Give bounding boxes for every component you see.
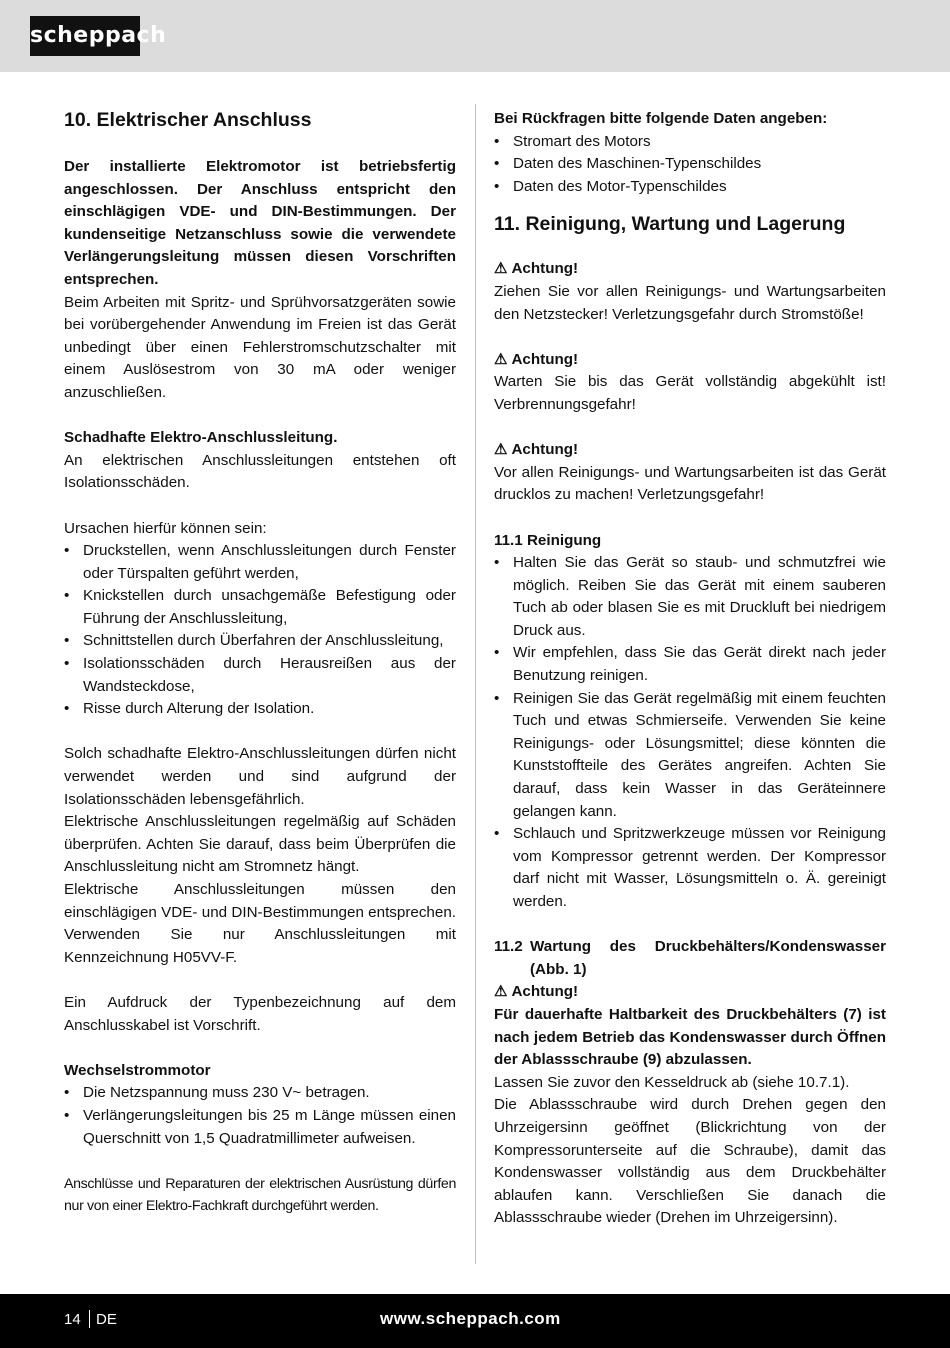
list-item: • Halten Sie das Gerät so staub- und schmutzfrei wie möglich. Reiben Sie das Gerät mit einem sauberen Tuch ab oder blasen Sie es mit Druckluft bei niedrigem Druck aus. — [494, 552, 886, 642]
list-item: • Die Netzspannung muss 230 V~ betragen. — [64, 1082, 456, 1105]
warning-2-text: Warten Sie bis das Gerät vollständig abgekühlt ist! Verbrennungsgefahr! — [494, 373, 886, 413]
warning-triangle-icon: ⚠ — [494, 350, 508, 368]
check-paragraph: Elektrische Anschlussleitungen regelmäßig auf Schäden überprüfen. Achten Sie darauf, dass beim Überprüfen die Anschlussleitung nicht am Stromnetz hängt. — [64, 813, 456, 876]
list-item: • Stromart des Motors — [494, 131, 886, 154]
warning-1-label: ⚠ Achtung! — [494, 258, 886, 281]
warning-3-text: Vor allen Reinigungs- und Wartungsarbeiten ist das Gerät drucklos zu machen! Verletzungsgefahr! — [494, 463, 886, 504]
left-column — [64, 108, 456, 1218]
section-11-title: 11. Reinigung, Wartung und Lagerung — [494, 213, 846, 236]
warning-triangle-icon: ⚠ — [494, 441, 508, 459]
intro-paragraph: Beim Arbeiten mit Spritz- und Sprühvorsatzgeräten sowie bei vorübergehender Anwendung im Freien ist das Gerät unbedingt über einen Fehlerstromschutzschalter mit einem Auslösestrom von 30 mA oder weniger anzuschließen. — [64, 293, 456, 401]
inquiry-list — [494, 131, 886, 199]
damaged-cable-heading: Schadhafte Elektro-Anschlussleitung. — [64, 429, 338, 447]
maintenance-number: 11.2 — [494, 938, 523, 956]
list-item: • Daten des Maschinen-Typenschildes — [494, 153, 886, 176]
ac-motor-list — [64, 1082, 456, 1150]
danger-paragraph: Solch schadhafte Elektro-Anschlussleitungen dürfen nicht verwendet werden und sind aufgrund der Isolationsschäden lebensgefährlich. — [64, 745, 456, 808]
website-url: www.scheppach.com — [380, 1309, 561, 1328]
ac-motor-heading: Wechselstrommotor — [64, 1061, 211, 1079]
warning-2-label: ⚠ Achtung! — [494, 349, 886, 372]
list-item: • Schlauch und Spritzwerkzeuge müssen vor Reinigung vom Kompressor getrennt werden. Der Kompressor darf nicht mit Wasser, Lösungsmitteln o. Ä. gereinigt werden. — [494, 823, 886, 913]
damaged-cable-text: An elektrischen Anschlussleitungen entstehen oft Isolationsschäden. — [64, 451, 456, 492]
footer-bar — [0, 1294, 950, 1348]
cleaning-list — [494, 552, 886, 914]
list-item: • Schnittstellen durch Überfahren der Anschlussleitung, — [64, 630, 456, 653]
list-item: • Druckstellen, wenn Anschlussleitungen durch Fenster oder Türspalten geführt werden, — [64, 540, 456, 585]
list-item: • Verlängerungsleitungen bis 25 m Länge müssen einen Querschnitt von 1,5 Quadratmillimeter aufweisen. — [64, 1105, 456, 1150]
list-item: • Isolationsschäden durch Herausreißen aus der Wandsteckdose, — [64, 653, 456, 698]
causes-intro: Ursachen hierfür können sein: — [64, 519, 267, 537]
list-item: • Daten des Motor-Typenschildes — [494, 176, 886, 199]
language-code: DE — [96, 1311, 117, 1328]
list-item: • Risse durch Alterung der Isolation. — [64, 698, 456, 721]
maintenance-text-2: Die Ablassschraube wird durch Drehen gegen den Uhrzeigersinn geöffnet (Blickrichtung von der Kompressorunterseite auf die Schraube), damit das Kondenswasser vollständig aus dem Druckbehälter ablaufen kann. Verschließen Sie danach die Ablassschraube wieder (Drehen im Uhrzeigersinn). — [494, 1096, 886, 1227]
warning-4-label: ⚠ Achtung! — [494, 981, 886, 1004]
footer-separator — [89, 1310, 90, 1328]
column-divider — [475, 104, 476, 1264]
list-item: • Reinigen Sie das Gerät regelmäßig mit einem feuchten Tuch und etwas Schmierseife. Verwenden Sie keine Reinigungs- oder Lösungsmittel; diese könnten die Kunststoffteile des Gerätes angreifen. Achten Sie darauf, dass kein Wasser in das Geräteinnere gelangen kann. — [494, 688, 886, 824]
scheppach-logo: scheppach — [30, 16, 140, 56]
warning-triangle-icon: ⚠ — [494, 983, 508, 1001]
intro-bold-paragraph: Der installierte Elektromotor ist betriebsfertig angeschlossen. Der Anschluss entspricht den einschlägigen VDE- und DIN-Bestimmungen. Der kundenseitige Netzanschluss sowie die verwendete Verlängerungsleitung müssen diesen Vorschriften entsprechen. — [64, 158, 456, 288]
vde-paragraph: Elektrische Anschlussleitungen müssen den einschlägigen VDE- und DIN-Bestimmungen entsprechen. Verwenden Sie nur Anschlussleitungen mit Kennzeichnung H05VV-F. — [64, 881, 456, 966]
warning-3-label: ⚠ Achtung! — [494, 439, 886, 462]
type-print-paragraph: Ein Aufdruck der Typenbezeichnung auf dem Anschlusskabel ist Vorschrift. — [64, 993, 456, 1034]
list-item: • Wir empfehlen, dass Sie das Gerät direkt nach jeder Benutzung reinigen. — [494, 642, 886, 687]
maintenance-bold-text: Für dauerhafte Haltbarkeit des Druckbehälters (7) ist nach jedem Betrieb das Kondenswasser durch Öffnen der Ablassschraube (9) abzulassen. — [494, 1005, 886, 1069]
warning-triangle-icon: ⚠ — [494, 260, 508, 278]
right-column — [494, 108, 886, 1230]
final-note: Anschlüsse und Reparaturen der elektrischen Ausrüstung dürfen nur von einer Elektro-Fachkraft durchgeführt werden. — [64, 1175, 456, 1215]
warning-1-text: Ziehen Sie vor allen Reinigungs- und Wartungsarbeiten den Netzstecker! Verletzungsgefahr durch Stromstöße! — [494, 282, 886, 323]
maintenance-text-1: Lassen Sie zuvor den Kesseldruck ab (siehe 10.7.1). — [494, 1073, 850, 1091]
maintenance-title: Wartung des Druckbehälters/Kondenswasser (Abb. 1) — [530, 938, 886, 978]
page-number: 14 — [64, 1311, 81, 1328]
maintenance-heading — [494, 936, 886, 981]
section-10-title: 10. Elektrischer Anschluss — [64, 109, 312, 131]
cleaning-heading: 11.1 Reinigung — [494, 531, 602, 549]
inquiry-heading: Bei Rückfragen bitte folgende Daten angeben: — [494, 110, 828, 127]
list-item: • Knickstellen durch unsachgemäße Befestigung oder Führung der Anschlussleitung, — [64, 585, 456, 630]
causes-list — [64, 540, 456, 721]
header-band — [0, 0, 950, 72]
